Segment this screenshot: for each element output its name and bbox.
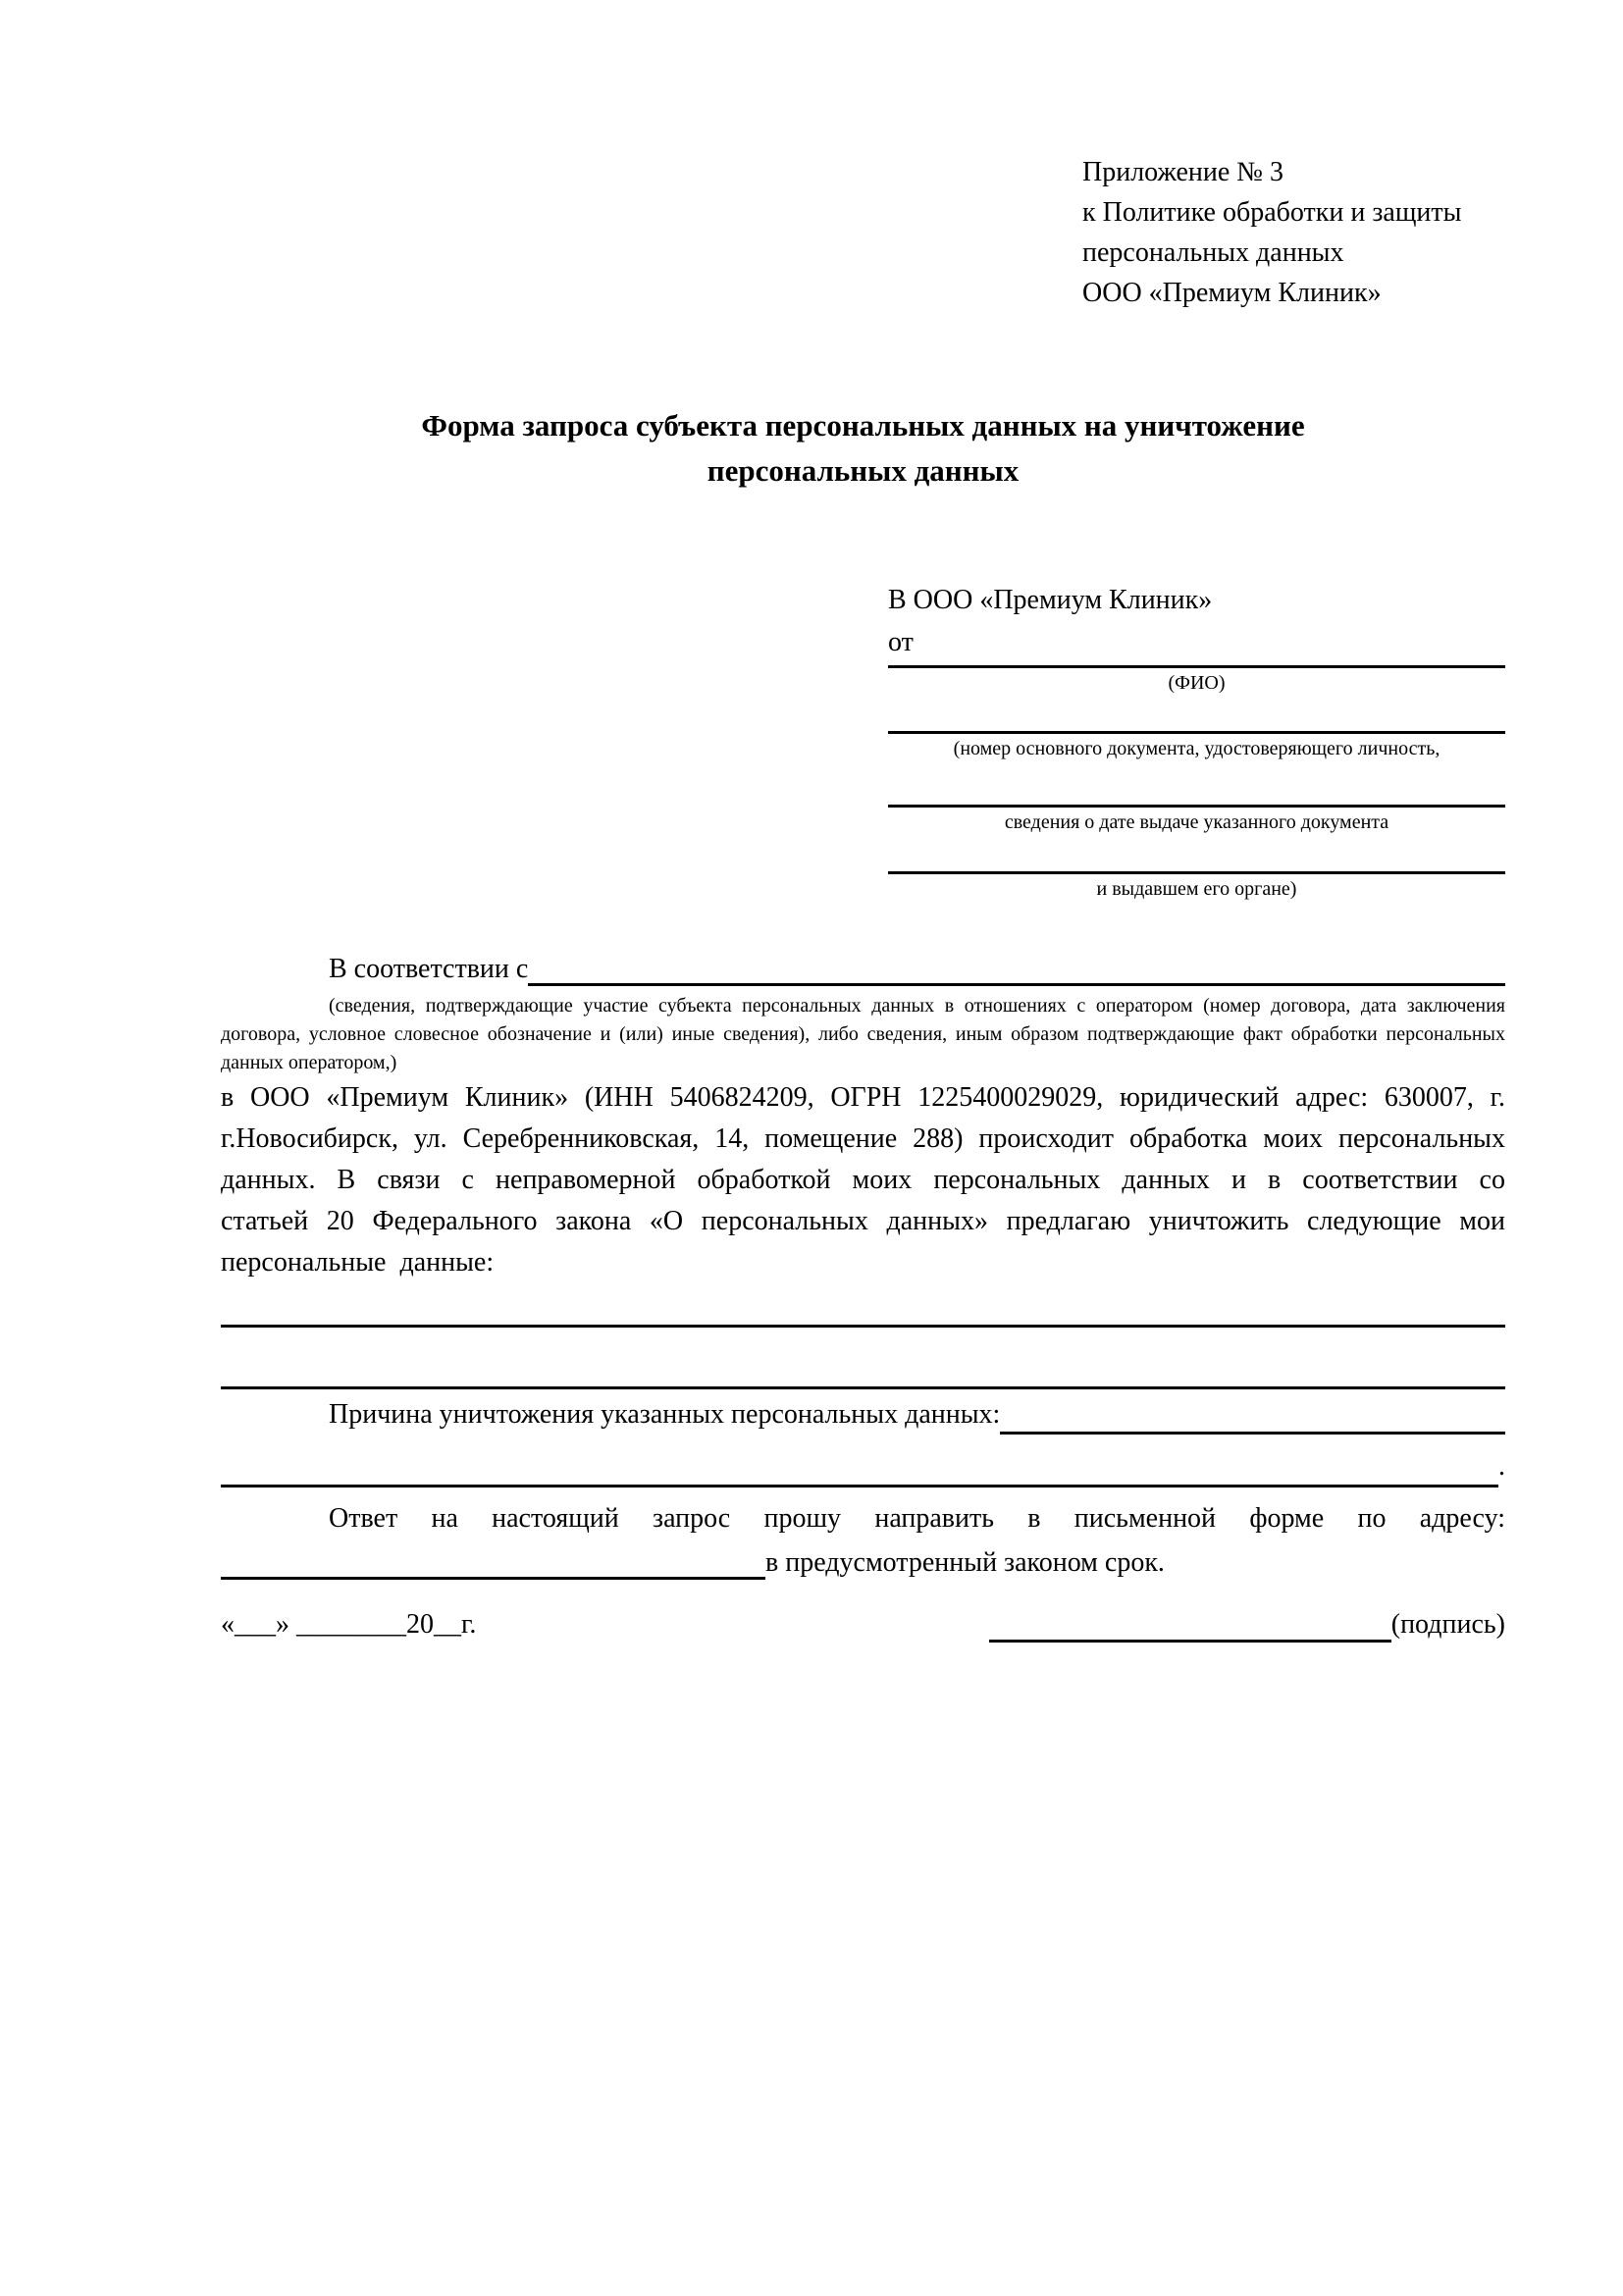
- response-request-line: Ответ на настоящий запрос прошу направить в письменной форме по адресу:: [329, 1503, 1505, 1534]
- addressee-block: [888, 580, 1505, 904]
- reason-label: Причина уничтожения указанных персональных данных:: [329, 1399, 1001, 1430]
- period-mark: .: [1498, 1451, 1505, 1482]
- signature-blank-line: [989, 1640, 1391, 1643]
- addressee-to-line: В ООО «Премиум Клиник»: [888, 585, 1213, 615]
- response-address-row: [221, 1540, 1505, 1586]
- appendix-line: Приложение № 3: [1082, 157, 1283, 187]
- appendix-header-block: [1082, 152, 1505, 313]
- accordance-label: В соответствии с: [329, 954, 529, 984]
- form-title-line: Форма запроса субъекта персональных данных на уничтожение: [421, 408, 1305, 443]
- signature-caption: (подпись): [1390, 1609, 1505, 1640]
- reason-continuation-row: [221, 1440, 1505, 1493]
- doc-number-blank-line: [888, 698, 1505, 734]
- caption-fio: (ФИО): [1168, 672, 1226, 694]
- reason-row: [221, 1389, 1505, 1440]
- addressee-from-line: от: [888, 620, 1505, 668]
- appendix-line: персональных данных: [1082, 237, 1344, 268]
- doc-issuer-blank-line: [888, 837, 1505, 874]
- caption-doc-date: сведения о дате выдаче указанного документа: [1004, 811, 1389, 833]
- form-title-line: персональных данных: [707, 453, 1020, 488]
- date-line: «___» ________20__г.: [221, 1609, 477, 1640]
- appendix-line: ООО «Премиум Клиник»: [1082, 278, 1382, 308]
- signature-group: [989, 1601, 1505, 1648]
- accordance-blank-line: [528, 983, 1505, 986]
- address-blank-line: [221, 1577, 765, 1580]
- main-paragraph: в ООО «Премиум Клиник» (ИНН 5406824209, ОГРН 1225400029029, юридический адрес: 630007, г. г.Новосибирск, ул. Серебренниковская, 14, помещение 288) происходит обработка моих персональных данных. В связи с неправомерной обработкой моих персональных данных и в соответствии со статьей 20 Федерального закона «О персональных данных» предлагаю уничтожить следующие мои персональные данные:: [221, 1082, 1505, 1278]
- reason-blank-line: [1000, 1432, 1505, 1435]
- caption-doc-number: (номер основного документа, удостоверяющего личность,: [953, 738, 1440, 759]
- caption-doc-issuer: и выдавшем его органе): [1096, 878, 1297, 900]
- response-deadline-text: в предусмотренный законом срок.: [765, 1547, 1165, 1578]
- appendix-line: к Политике обработки и защиты: [1082, 197, 1462, 228]
- doc-date-blank-line: [888, 763, 1505, 808]
- form-title: [221, 403, 1505, 494]
- data-blank-line-2: [221, 1328, 1505, 1389]
- accordance-row: [221, 947, 1505, 992]
- reason-continuation-blank-line: [221, 1485, 1498, 1487]
- date-signature-row: [221, 1601, 1505, 1648]
- fine-print-note: (сведения, подтверждающие участие субъекта персональных данных в отношениях с оператором (номер договора, дата заключения договора, условное словесное обозначение и (или) иные сведения), либо сведения, иным образом подтверждающие факт обработки персональных данных оператором,): [221, 995, 1505, 1073]
- data-blank-line-1: [221, 1283, 1505, 1328]
